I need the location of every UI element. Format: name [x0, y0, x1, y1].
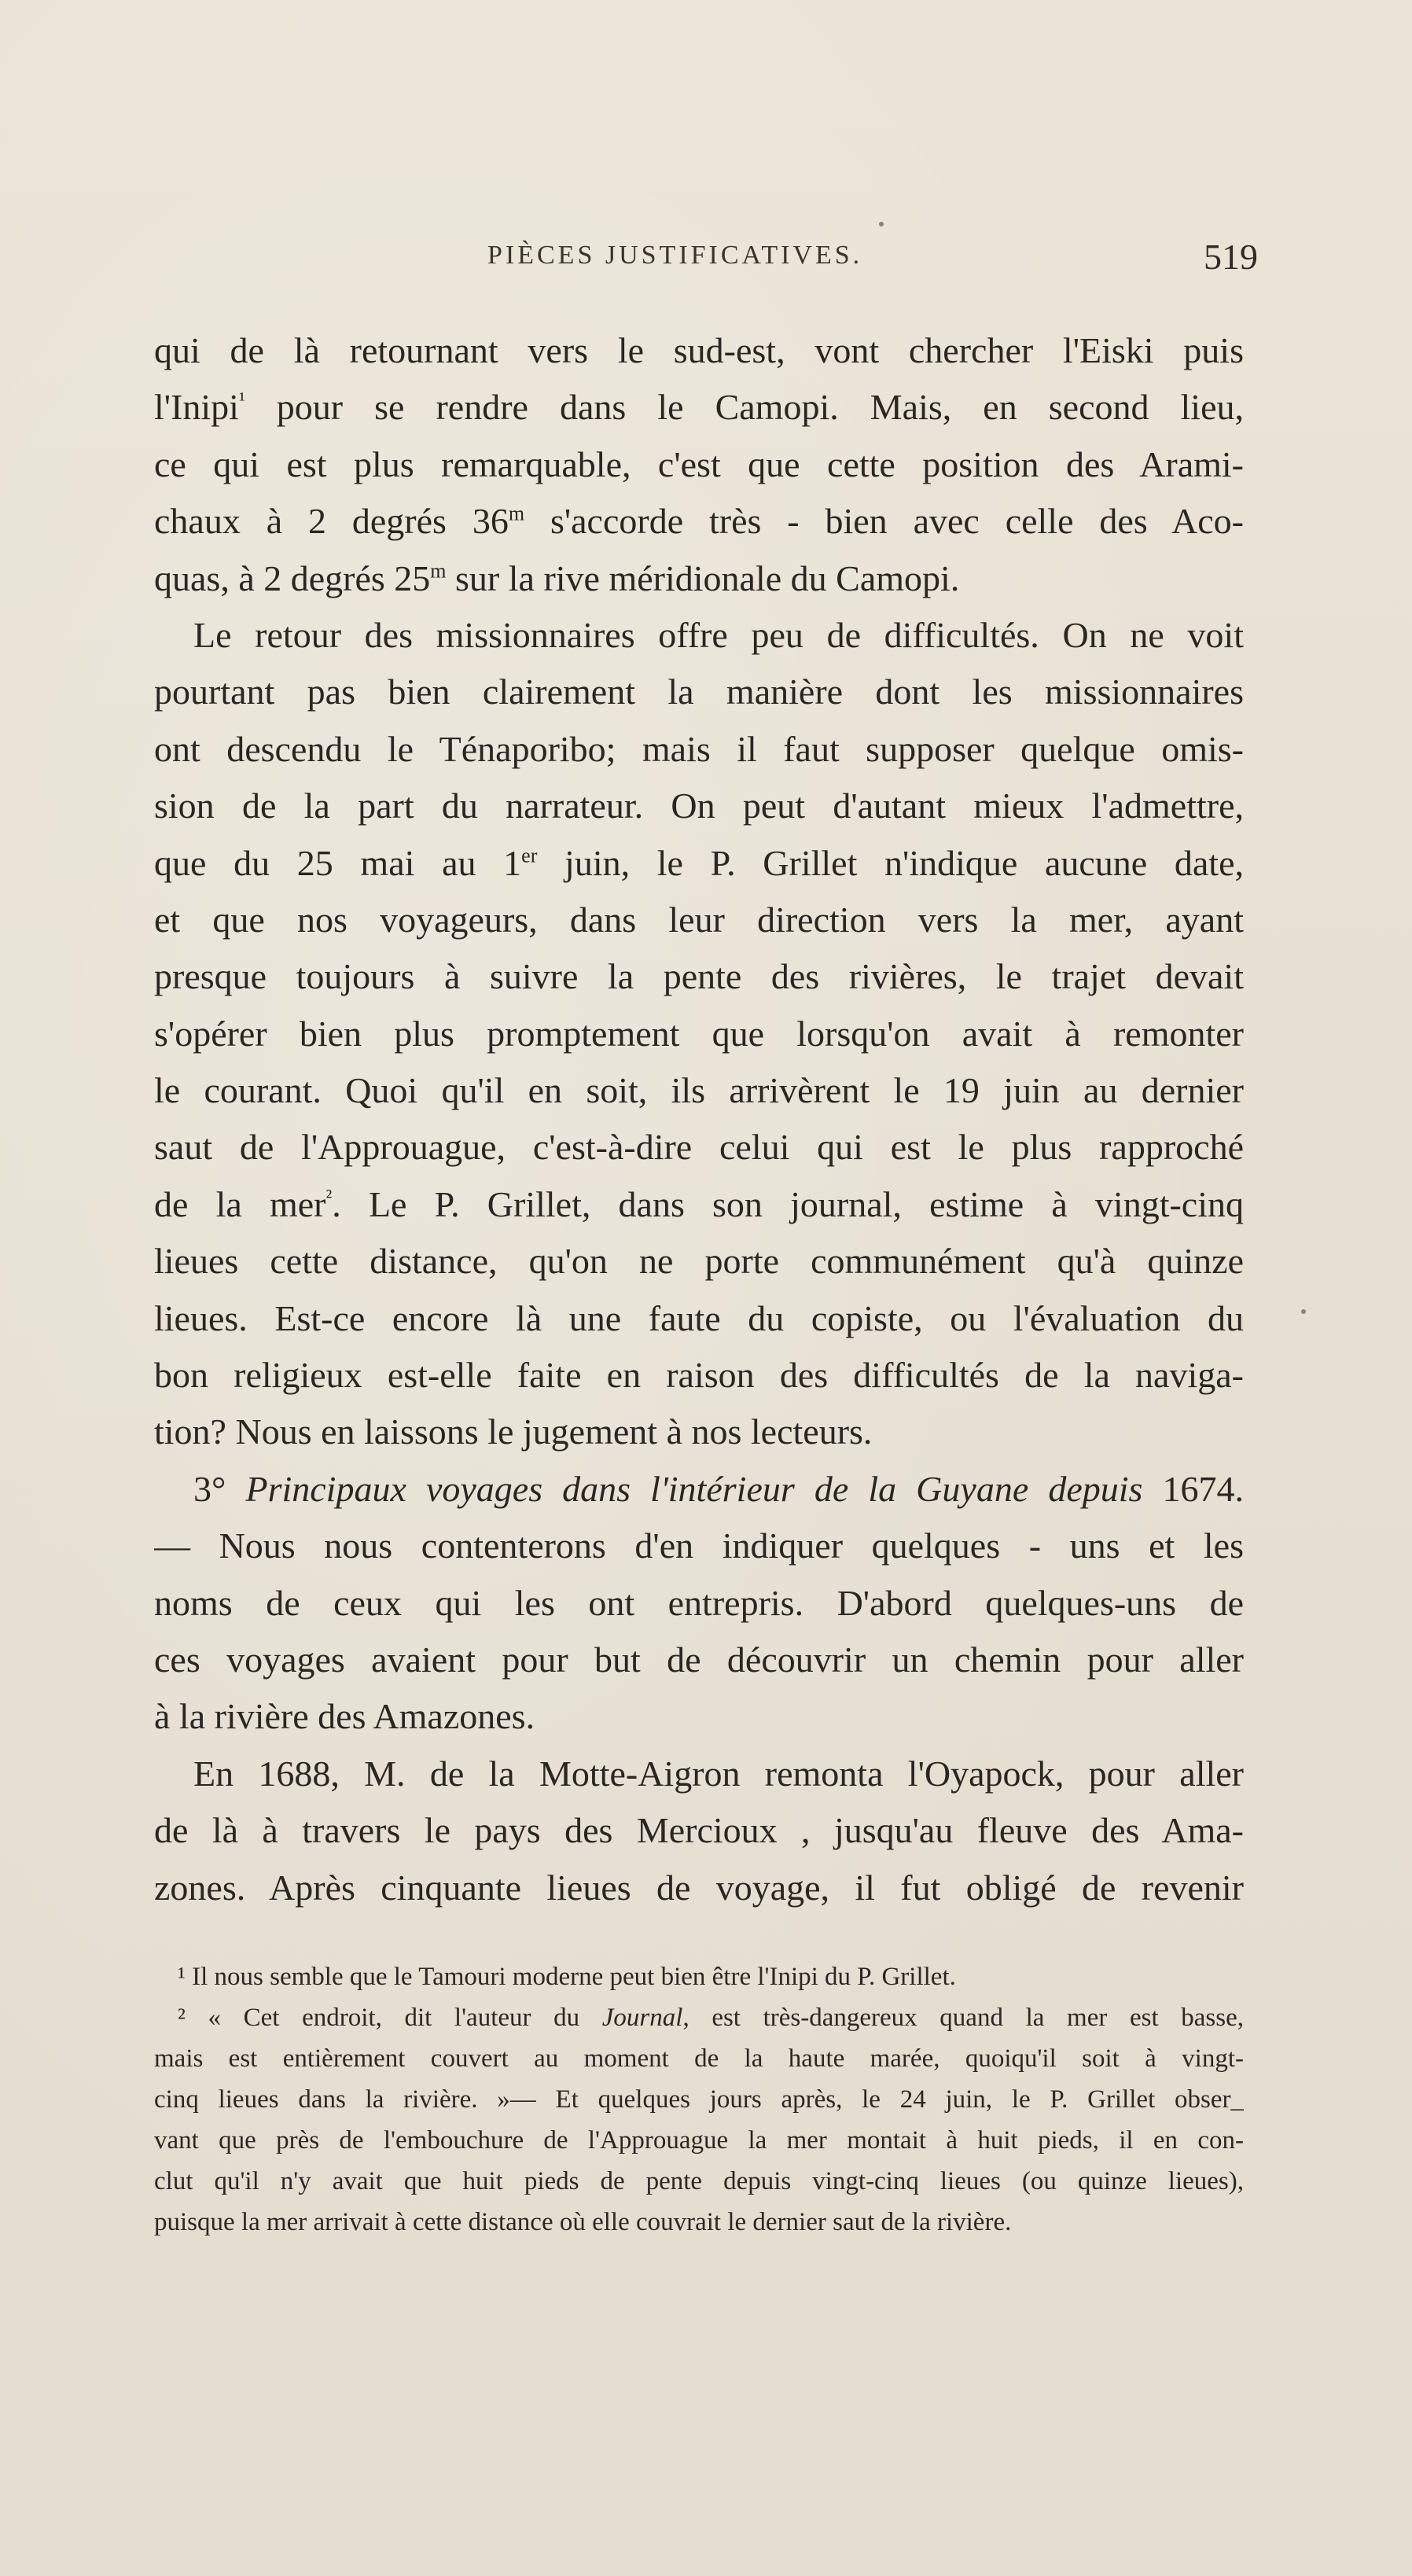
footnote-1: ¹ Il nous semble que le Tamouri moderne peut bien être l'Inipi du P. Grillet. — [178, 1963, 956, 1991]
text-line: lieues. Est-ce encore là une faute du copiste, ou l'évaluation du — [154, 1297, 1244, 1338]
section-heading-line: 3° Principaux voyages dans l'intérieur de la Guyane depuis 1674. — [193, 1468, 1244, 1509]
text-line: saut de l'Approuague, c'est-à-dire celui qui est le plus rapproché — [154, 1127, 1244, 1168]
text-line: chaux à 2 degrés 36$^m$ s'accorde très - bien avec celle des Aco- — [154, 501, 1244, 542]
text-line: s'opérer bien plus promptement que lorsqu'on avait à remonter — [154, 1013, 1244, 1054]
text-line: l'Inipi$^{^1}$ pour se rendre dans le Camopi. Mais, en second lieu, — [154, 387, 1244, 428]
text-line: ce qui est plus remarquable, c'est que cette position des Arami- — [154, 443, 1244, 484]
body-text — [154, 322, 1244, 1916]
text-line: ces voyages avaient pour but de découvrir un chemin pour aller — [154, 1639, 1244, 1680]
footnotes — [154, 1956, 1244, 2243]
footnote-ref: ¹ — [238, 388, 245, 412]
text-line: sion de la part du narrateur. On peut d'autant mieux l'admettre, — [154, 786, 1244, 826]
text-line: et que nos voyageurs, dans leur direction vers la mer, ayant — [154, 899, 1244, 940]
text-line: à la rivière des Amazones. — [154, 1696, 535, 1737]
footnote-line: puisque la mer arrivait à cette distance où elle couvrait le dernier saut de la rivière. — [154, 2208, 1012, 2236]
running-title: PIÈCES JUSTIFICATIVES. — [487, 241, 863, 270]
text-line: de là à travers le pays des Mercioux , jusqu'au fleuve des Ama- — [154, 1810, 1244, 1851]
footnote-ref: ² — [325, 1185, 333, 1209]
text-line: ont descendu le Ténaporibo; mais il faut supposer quelque omis- — [154, 728, 1244, 769]
text-line: noms de ceux qui les ont entrepris. D'abord quelques-uns de — [154, 1582, 1244, 1623]
paper-speck — [879, 222, 884, 226]
footnote-line: mais est entièrement couvert au moment de la haute marée, quoiqu'il soit à vingt- — [154, 2044, 1244, 2073]
footnote-line: cinq lieues dans la rivière. »— Et quelques jours après, le 24 juin, le P. Grillet obser_ — [154, 2085, 1244, 2114]
text-line: — Nous nous contenterons d'en indiquer quelques - uns et les — [154, 1525, 1244, 1566]
footnote-line: clut qu'il n'y avait que huit pieds de pente depuis vingt-cinq lieues (ou quinze lieues), — [154, 2167, 1244, 2195]
text-line: lieues cette distance, qu'on ne porte communément qu'à quinze — [154, 1241, 1244, 1282]
text-line: pourtant pas bien clairement la manière dont les missionnaires — [154, 672, 1244, 712]
text-line: quas, à 2 degrés 25$^m$ sur la rive méridionale du Camopi. — [154, 558, 960, 598]
text-line: de la mer$^{^2}$. Le P. Grillet, dans son journal, estime à vingt-cinq — [154, 1183, 1244, 1224]
text-line: bon religieux est-elle faite en raison des difficultés de la naviga- — [154, 1355, 1244, 1396]
paper-speck — [1301, 1309, 1306, 1314]
text-line: que du 25 mai au 1er juin, le P. Grillet n'indique aucune date, — [154, 842, 1244, 883]
text-line: tion? Nous en laissons le jugement à nos lecteurs. — [154, 1411, 873, 1452]
text-line: presque toujours à suivre la pente des rivières, le trajet devait — [154, 956, 1244, 997]
text-line: qui de là retournant vers le sud-est, vont chercher l'Eiski puis — [154, 330, 1244, 370]
running-head — [157, 236, 1258, 283]
text-line: Le retour des missionnaires offre peu de difficultés. On ne voit — [193, 614, 1244, 655]
text-line: zones. Après cinquante lieues de voyage, il fut obligé de revenir — [154, 1867, 1244, 1908]
footnote-2: ² « Cet endroit, dit l'auteur du Journal, est très-dangereux quand la mer est basse, — [178, 2004, 1244, 2032]
footnote-line: vant que près de l'embouchure de l'Approuague la mer montait à huit pieds, il en con- — [154, 2126, 1244, 2155]
text-line: En 1688, M. de la Motte-Aigron remonta l'Oyapock, pour aller — [193, 1753, 1244, 1794]
text-line: le courant. Quoi qu'il en soit, ils arrivèrent le 19 juin au dernier — [154, 1070, 1244, 1111]
section-heading: Principaux voyages dans l'intérieur de la Guyane depuis — [245, 1468, 1143, 1509]
page-number: 519 — [1204, 237, 1258, 277]
